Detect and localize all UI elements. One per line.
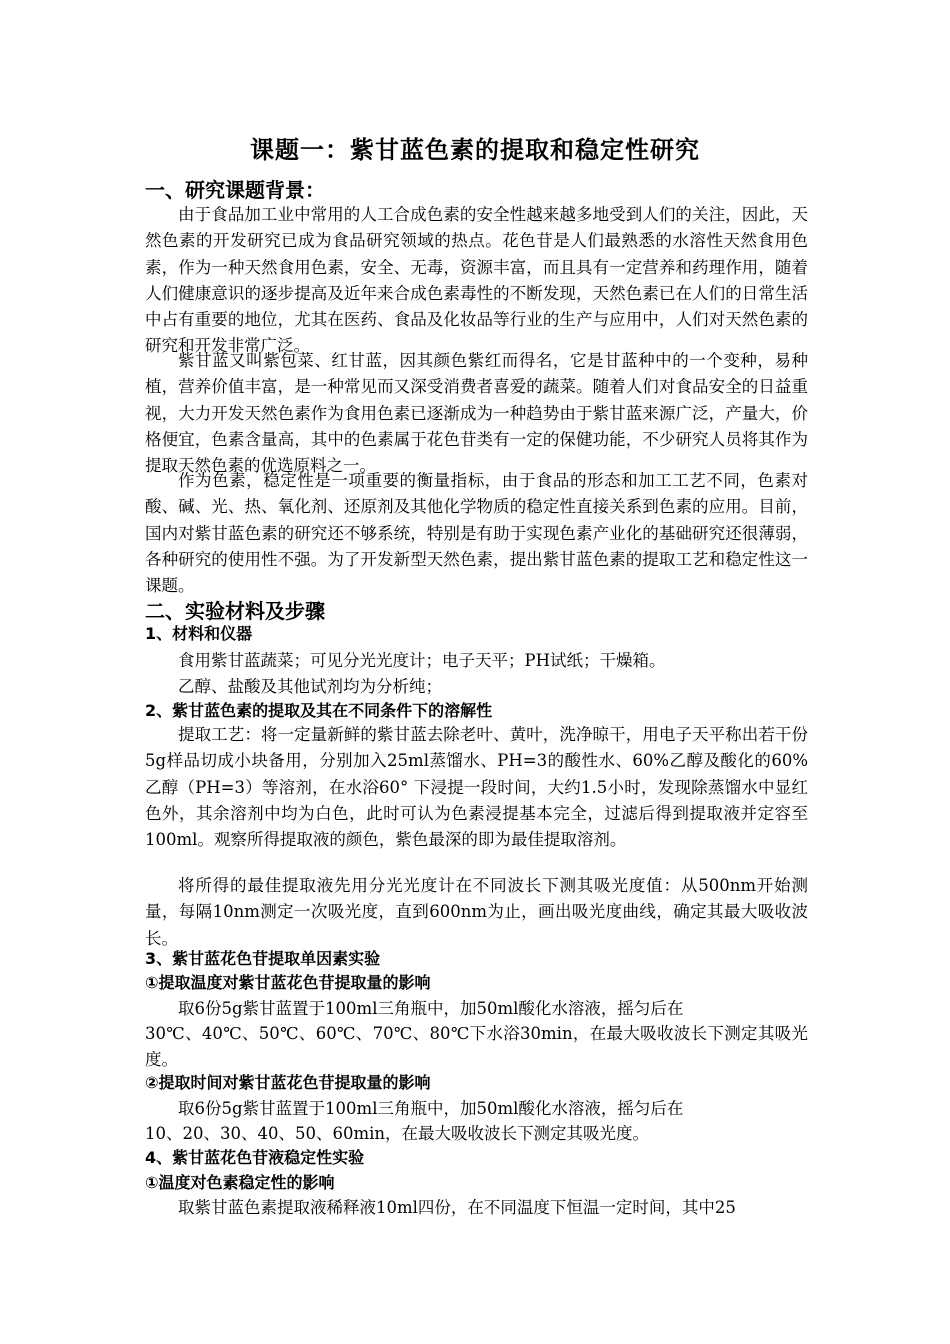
subheading-extraction: 2、紫甘蓝色素的提取及其在不同条件下的溶解性 (145, 701, 493, 720)
temperature-line-1: 取6份5g紫甘蓝置于100ml三角瓶中，加50ml酸化水溶液，摇匀后在 (178, 999, 684, 1018)
time-line-1: 取6份5g紫甘蓝置于100ml三角瓶中，加50ml酸化水溶液，摇匀后在 (178, 1099, 684, 1118)
stability-line-1: 取紫甘蓝色素提取液稀释液10ml四份，在不同温度下恒温一定时间，其中25 (178, 1198, 736, 1217)
materials-line-1: 食用紫甘蓝蔬菜；可见分光光度计；电子天平；PH试纸；干燥箱。 (178, 651, 666, 670)
item-time-heading: ②提取时间对紫甘蓝花色苷提取量的影响 (145, 1073, 431, 1092)
section-heading-materials: 二、实验材料及步骤 (145, 599, 325, 623)
item-temperature-heading: ①提取温度对紫甘蓝花色苷提取量的影响 (145, 973, 431, 992)
background-paragraph-3: 作为色素，稳定性是一项重要的衡量指标，由于食品的形态和加工工艺不同，色素对酸、碱、光、热、氧化剂、还原剂及其他化学物质的稳定性直接关系到色素的应用。目前，国内对紫甘蓝色素的研究还不够系统，特别是有助于实现色素产业化的基础研究还很薄弱，各种研究的使用性不强。为了开发新型天然色素，提出紫甘蓝色素的提取工艺和稳定性这一课题。 (145, 471, 808, 596)
item-temperature-stability-heading: ①温度对色素稳定性的影响 (145, 1173, 335, 1192)
materials-line-2: 乙醇、盐酸及其他试剂均为分析纯； (178, 677, 442, 696)
section-heading-background: 一、研究课题背景： (145, 178, 325, 202)
subheading-stability: 4、紫甘蓝花色苷液稳定性实验 (145, 1148, 365, 1167)
background-paragraph-2: 紫甘蓝又叫紫包菜、红甘蓝，因其颜色紫红而得名，它是甘蓝种中的一个变种，易种植，营养价值丰富，是一种常见而又深受消费者喜爱的蔬菜。随着人们对食品安全的日益重视，大力开发天然色素作为食用色素已逐渐成为一种趋势由于紫甘蓝来源广泛，产量大，价格便宜，色素含量高，其中的色素属于花色苷类有一定的保健功能，不少研究人员将其作为提取天然色素的优选原料之一。 (145, 351, 808, 476)
temperature-line-2: 30℃、40℃、50℃、60℃、70℃、80℃下水浴30min，在最大吸收波长下测定其吸光度。 (145, 1024, 808, 1070)
subheading-materials-instruments: 1、材料和仪器 (145, 624, 253, 643)
time-line-2: 10、20、30、40、50、60min，在最大吸收波长下测定其吸光度。 (145, 1124, 650, 1143)
extraction-paragraph-1: 提取工艺：将一定量新鲜的紫甘蓝去除老叶、黄叶，洗净晾干，用电子天平称出若干份5g样品切成小块备用，分别加入25ml蒸馏水、PH=3的酸性水、60%乙醇及酸化的60%乙醇（PH=3）等溶剂，在水浴60° 下浸提一段时间，大约1.5小时，发现除蒸馏水中显红色外，其余溶剂中均为白色，此时可认为色素浸提基本完全，过滤后得到提取液并定容至100ml。观察所得提取液的颜色，紫色最深的即为最佳提取溶剂。 (145, 725, 808, 850)
background-paragraph-1: 由于食品加工业中常用的人工合成色素的安全性越来越多地受到人们的关注，因此，天然色素的开发研究已成为食品研究领域的热点。花色苷是人们最熟悉的水溶性天然食用色素，作为一种天然食用色素，安全、无毒，资源丰富，而且具有一定营养和药理作用，随着人们健康意识的逐步提高及近年来合成色素毒性的不断发现，天然色素已在人们的日常生活中占有重要的地位，尤其在医药、食品及化妆品等行业的生产与应用中，人们对天然色素的研究和开发非常广泛。 (145, 205, 808, 356)
document-title: 课题一：紫甘蓝色素的提取和稳定性研究 (250, 136, 700, 164)
subheading-single-factor: 3、紫甘蓝花色苷提取单因素实验 (145, 949, 381, 968)
extraction-paragraph-2: 将所得的最佳提取液先用分光光度计在不同波长下测其吸光度值：从500nm开始测量，每隔10nm测定一次吸光度，直到600nm为止，画出吸光度曲线，确定其最大吸收波长。 (145, 876, 808, 948)
